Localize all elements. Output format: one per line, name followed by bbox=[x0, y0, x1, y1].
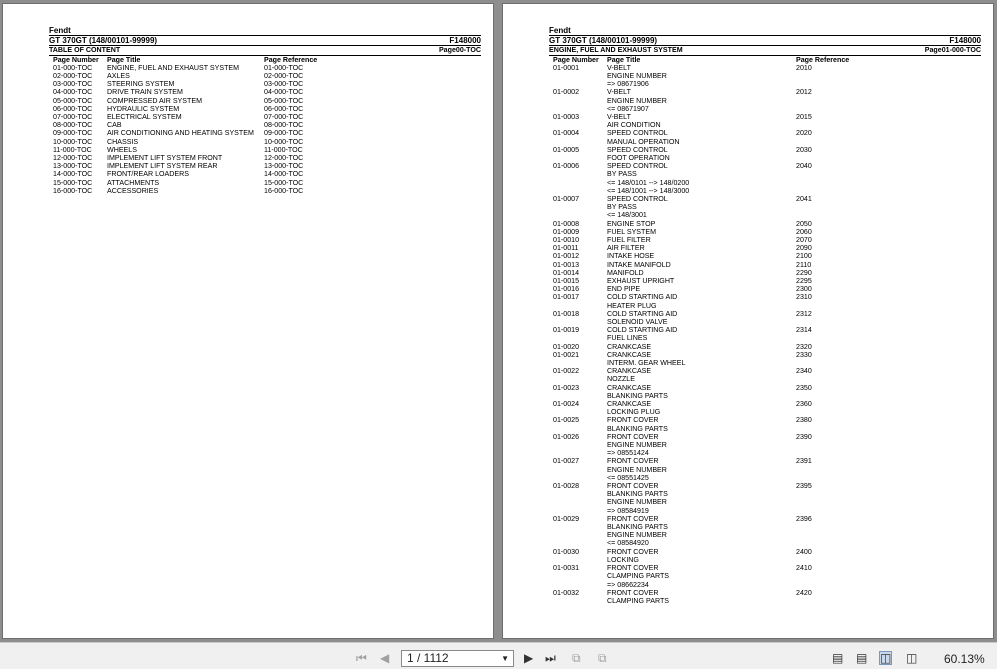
row-page-title: FRONT/REAR LOADERS bbox=[107, 170, 189, 179]
row-page-reference[interactable]: 2010 bbox=[796, 63, 812, 72]
row-page-number: 01-0005 bbox=[553, 145, 580, 154]
title-line: END PIPE bbox=[607, 285, 641, 294]
row-page-number: 02-000-TOC bbox=[53, 71, 93, 80]
header-page-title: Page Title bbox=[107, 55, 141, 64]
row-page-reference[interactable]: 2390 bbox=[796, 432, 812, 441]
row-page-reference[interactable]: 2041 bbox=[796, 194, 812, 203]
row-page-reference[interactable]: 2020 bbox=[796, 129, 812, 138]
title-line: <= 148/1001 --> 148/3000 bbox=[607, 186, 690, 195]
table-header bbox=[549, 56, 981, 64]
title-line: AIR CONDITION bbox=[607, 121, 661, 130]
row-page-reference[interactable]: 2330 bbox=[796, 350, 812, 359]
row-page-number: 01-0009 bbox=[553, 227, 580, 236]
row-page-reference[interactable]: 2395 bbox=[796, 482, 812, 491]
row-page-number: 06-000-TOC bbox=[53, 104, 93, 113]
table-row bbox=[549, 384, 981, 400]
row-page-reference[interactable]: 08-000-TOC bbox=[264, 121, 304, 130]
row-page-reference[interactable]: 2012 bbox=[796, 88, 812, 97]
next-page-icon[interactable]: ▶ bbox=[524, 651, 534, 665]
two-page-icon[interactable]: ◫ bbox=[880, 651, 892, 665]
row-page-title bbox=[607, 228, 796, 236]
row-page-reference[interactable]: 2396 bbox=[796, 514, 812, 523]
row-page-title bbox=[607, 285, 796, 293]
row-page-title bbox=[607, 457, 796, 482]
row-page-number: 10-000-TOC bbox=[53, 137, 93, 146]
document-page-left bbox=[2, 3, 494, 639]
row-page-number: 01-0012 bbox=[553, 252, 580, 261]
title-line: CRANKCASE bbox=[607, 400, 652, 409]
title-line: CRANKCASE bbox=[607, 342, 652, 351]
row-page-title bbox=[607, 162, 796, 195]
row-page-reference[interactable]: 2380 bbox=[796, 416, 812, 425]
row-page-reference[interactable]: 10-000-TOC bbox=[264, 137, 304, 146]
row-page-title bbox=[607, 129, 796, 145]
row-page-title bbox=[607, 343, 796, 351]
table-row bbox=[49, 105, 481, 113]
row-page-title bbox=[607, 589, 796, 605]
doc-title-row bbox=[549, 36, 981, 46]
row-page-reference[interactable]: 03-000-TOC bbox=[264, 80, 304, 89]
chevron-down-icon: ▼ bbox=[501, 654, 509, 663]
row-page-title: ACCESSORIES bbox=[107, 186, 159, 195]
title-line: FRONT COVER bbox=[607, 457, 659, 466]
row-page-reference[interactable]: 2290 bbox=[796, 268, 812, 277]
title-line: FRONT COVER bbox=[607, 432, 659, 441]
row-page-reference[interactable]: 2400 bbox=[796, 547, 812, 556]
section-title-row bbox=[49, 46, 481, 56]
row-page-title: AXLES bbox=[107, 71, 130, 80]
row-page-reference[interactable]: 01-000-TOC bbox=[264, 63, 304, 72]
title-line: NOZZLE bbox=[607, 375, 635, 384]
row-page-number: 01-0031 bbox=[553, 564, 580, 573]
row-page-title: HYDRAULIC SYSTEM bbox=[107, 104, 180, 113]
row-page-number: 03-000-TOC bbox=[53, 80, 93, 89]
page-number-select[interactable] bbox=[401, 650, 514, 667]
row-page-reference[interactable]: 05-000-TOC bbox=[264, 96, 304, 105]
row-page-title bbox=[607, 564, 796, 589]
table-row bbox=[549, 589, 981, 605]
row-page-reference[interactable]: 2050 bbox=[796, 219, 812, 228]
row-page-title bbox=[607, 88, 796, 113]
title-line: FRONT COVER bbox=[607, 588, 659, 597]
title-line: LOCKING PLUG bbox=[607, 408, 661, 417]
table-row bbox=[49, 88, 481, 96]
fit-page-icon[interactable]: ⧉ bbox=[572, 651, 581, 665]
section-title-row bbox=[549, 46, 981, 56]
title-line: INTAKE HOSE bbox=[607, 252, 655, 261]
title-line: COLD STARTING AID bbox=[607, 309, 678, 318]
doc-title-row bbox=[49, 36, 481, 46]
table-row bbox=[549, 343, 981, 351]
title-line: MANIFOLD bbox=[607, 268, 644, 277]
row-page-title bbox=[607, 195, 796, 220]
title-line: EXHAUST UPRIGHT bbox=[607, 276, 675, 285]
row-page-number: 01-0015 bbox=[553, 276, 580, 285]
row-page-title bbox=[607, 269, 796, 277]
row-page-number: 01-0014 bbox=[553, 268, 580, 277]
row-page-number: 11-000-TOC bbox=[53, 145, 92, 154]
title-line: COLD STARTING AID bbox=[607, 293, 678, 302]
table-row bbox=[549, 433, 981, 458]
doc-title: GT 370GT (148/00101-99999) bbox=[49, 36, 158, 45]
row-page-reference[interactable]: 2110 bbox=[796, 260, 812, 269]
title-line: => 08662234 bbox=[607, 580, 649, 589]
table-row bbox=[549, 162, 981, 195]
title-line: FRONT COVER bbox=[607, 514, 659, 523]
title-line: SOLENOID VALVE bbox=[607, 318, 668, 326]
table-row bbox=[49, 97, 481, 105]
row-page-number: 01-0021 bbox=[553, 350, 580, 359]
row-page-title: CHASSIS bbox=[107, 137, 139, 146]
row-page-number: 01-0026 bbox=[553, 432, 580, 441]
table-row bbox=[49, 187, 481, 195]
row-page-number: 01-0028 bbox=[553, 482, 580, 491]
table-row bbox=[549, 269, 981, 277]
title-line: CRANKCASE bbox=[607, 383, 652, 392]
doc-code: F148000 bbox=[449, 36, 481, 45]
title-line: ENGINE NUMBER bbox=[607, 531, 667, 540]
table-row bbox=[549, 457, 981, 482]
row-page-reference[interactable]: 07-000-TOC bbox=[264, 112, 304, 121]
row-page-title bbox=[607, 367, 796, 383]
section-title: TABLE OF CONTENT bbox=[49, 46, 121, 54]
table-row bbox=[549, 564, 981, 589]
row-page-number: 08-000-TOC bbox=[53, 121, 93, 130]
table-row bbox=[49, 80, 481, 88]
title-line: FUEL FILTER bbox=[607, 235, 651, 244]
row-page-number: 01-0011 bbox=[553, 244, 579, 253]
title-line: FRONT COVER bbox=[607, 416, 659, 425]
row-page-number: 12-000-TOC bbox=[53, 153, 93, 162]
table-row bbox=[49, 121, 481, 129]
doc-code: F148000 bbox=[949, 36, 981, 45]
row-page-reference[interactable]: 06-000-TOC bbox=[264, 104, 304, 113]
title-line: CRANKCASE bbox=[607, 350, 652, 359]
table-row bbox=[549, 244, 981, 252]
table-row bbox=[549, 277, 981, 285]
title-line: BY PASS bbox=[607, 203, 637, 212]
row-page-title bbox=[607, 236, 796, 244]
row-page-number: 01-0018 bbox=[553, 309, 580, 318]
row-page-number: 01-0008 bbox=[553, 219, 580, 228]
row-page-title: COMPRESSED AIR SYSTEM bbox=[107, 96, 202, 105]
table-row bbox=[49, 162, 481, 170]
row-page-number: 01-0016 bbox=[553, 285, 580, 294]
table-row bbox=[549, 64, 981, 89]
first-page-icon[interactable]: ⏮ bbox=[356, 651, 367, 665]
row-page-reference[interactable]: 2312 bbox=[796, 309, 812, 318]
row-page-title bbox=[607, 482, 796, 515]
row-page-number: 01-0019 bbox=[553, 326, 580, 335]
row-page-reference[interactable]: 2360 bbox=[796, 400, 812, 409]
table-row bbox=[549, 310, 981, 326]
row-page-number: 01-0003 bbox=[553, 112, 580, 121]
row-page-title: ENGINE, FUEL AND EXHAUST SYSTEM bbox=[107, 63, 240, 72]
row-page-title bbox=[607, 64, 796, 89]
table-row bbox=[549, 88, 981, 113]
header-page-reference: Page Reference bbox=[264, 55, 318, 64]
row-page-reference[interactable]: 13-000-TOC bbox=[264, 162, 304, 171]
row-page-number: 01-0007 bbox=[553, 194, 580, 203]
title-line: BLANKING PARTS bbox=[607, 424, 668, 433]
title-line: => 08584919 bbox=[607, 506, 649, 515]
row-page-title: AIR CONDITIONING AND HEATING SYSTEM bbox=[107, 129, 254, 138]
row-page-title bbox=[607, 351, 796, 367]
row-page-title: ATTACHMENTS bbox=[107, 178, 160, 187]
title-line: SPEED CONTROL bbox=[607, 194, 668, 203]
title-line: <= 08584920 bbox=[607, 539, 649, 548]
row-page-number: 01-0023 bbox=[553, 383, 580, 392]
row-page-title bbox=[607, 310, 796, 326]
title-line: <= 148/3001 bbox=[607, 211, 647, 220]
title-line: FOOT OPERATION bbox=[607, 153, 670, 162]
title-line: ENGINE NUMBER bbox=[607, 71, 667, 80]
title-line: ENGINE NUMBER bbox=[607, 498, 667, 507]
header-page-reference: Page Reference bbox=[796, 55, 850, 64]
title-line: BLANKING PARTS bbox=[607, 391, 668, 400]
table-header bbox=[49, 56, 481, 64]
table-row bbox=[49, 154, 481, 162]
two-page-continuous-icon[interactable]: ◫ bbox=[906, 651, 918, 665]
header-page-title: Page Title bbox=[607, 55, 641, 64]
title-line: INTERM. GEAR WHEEL bbox=[607, 359, 686, 368]
row-page-number: 01-0029 bbox=[553, 514, 580, 523]
header-page-number: Page Number bbox=[553, 55, 599, 64]
row-page-reference[interactable]: 2320 bbox=[796, 342, 812, 351]
row-page-number: 01-0001 bbox=[553, 63, 580, 72]
row-page-number: 16-000-TOC bbox=[53, 186, 93, 195]
header-page-number: Page Number bbox=[53, 55, 99, 64]
table-row bbox=[549, 326, 981, 342]
title-line: HEATER PLUG bbox=[607, 301, 657, 310]
table-row bbox=[549, 195, 981, 220]
row-page-title: IMPLEMENT LIFT SYSTEM FRONT bbox=[107, 153, 223, 162]
title-line: FUEL LINES bbox=[607, 334, 648, 343]
title-line: COLD STARTING AID bbox=[607, 326, 678, 335]
table-row bbox=[549, 113, 981, 129]
table-row bbox=[549, 261, 981, 269]
row-page-reference[interactable]: 2340 bbox=[796, 367, 812, 376]
row-page-title bbox=[607, 220, 796, 228]
title-line: FUEL SYSTEM bbox=[607, 227, 657, 236]
row-page-number: 01-0025 bbox=[553, 416, 580, 425]
row-page-reference[interactable]: 2310 bbox=[796, 293, 812, 302]
table-row bbox=[49, 170, 481, 178]
table-row bbox=[49, 72, 481, 80]
fit-width-icon[interactable]: ⧉ bbox=[598, 651, 607, 665]
table-row bbox=[549, 129, 981, 145]
page-reference: Page00-TOC bbox=[438, 46, 481, 54]
title-line: BLANKING PARTS bbox=[607, 490, 668, 499]
row-page-reference[interactable]: 2015 bbox=[796, 112, 812, 121]
title-line: FRONT COVER bbox=[607, 482, 659, 491]
table-row bbox=[549, 252, 981, 260]
row-page-title bbox=[607, 384, 796, 400]
row-page-reference[interactable]: 2420 bbox=[796, 588, 812, 597]
row-page-number: 01-0002 bbox=[553, 88, 580, 97]
table-row bbox=[549, 416, 981, 432]
row-page-title bbox=[607, 326, 796, 342]
title-line: <= 148/0101 --> 148/0200 bbox=[607, 178, 690, 187]
title-line: CLAMPING PARTS bbox=[607, 572, 670, 581]
row-page-reference[interactable]: 02-000-TOC bbox=[264, 71, 304, 80]
row-page-reference[interactable]: 2300 bbox=[796, 285, 812, 294]
row-page-reference[interactable]: 04-000-TOC bbox=[264, 88, 304, 97]
table-row bbox=[49, 64, 481, 72]
table-row bbox=[549, 548, 981, 564]
row-page-reference[interactable]: 12-000-TOC bbox=[264, 153, 304, 162]
table-row bbox=[549, 228, 981, 236]
row-page-title bbox=[607, 252, 796, 260]
row-page-title bbox=[607, 400, 796, 416]
toc-table bbox=[49, 64, 481, 195]
row-page-reference[interactable]: 14-000-TOC bbox=[264, 170, 304, 179]
continuous-icon[interactable]: ▤ bbox=[856, 651, 868, 665]
title-line: <= 08671907 bbox=[607, 104, 649, 113]
row-page-number: 01-0024 bbox=[553, 400, 580, 409]
viewer-toolbar bbox=[0, 642, 997, 669]
row-page-number: 15-000-TOC bbox=[53, 178, 93, 187]
table-row bbox=[549, 293, 981, 309]
row-page-title bbox=[607, 261, 796, 269]
title-line: SPEED CONTROL bbox=[607, 129, 668, 138]
row-page-title bbox=[607, 416, 796, 432]
table-row bbox=[549, 400, 981, 416]
brand-name: Fendt bbox=[549, 26, 981, 36]
table-row bbox=[549, 236, 981, 244]
table-row bbox=[49, 146, 481, 154]
row-page-reference[interactable]: 2090 bbox=[796, 244, 812, 253]
row-page-reference[interactable]: 2295 bbox=[796, 276, 812, 285]
title-line: => 08551424 bbox=[607, 449, 649, 458]
table-row bbox=[549, 482, 981, 515]
title-line: FRONT COVER bbox=[607, 547, 659, 556]
title-line: ENGINE NUMBER bbox=[607, 96, 667, 105]
row-page-title bbox=[607, 146, 796, 162]
title-line: ENGINE NUMBER bbox=[607, 441, 667, 450]
table-row bbox=[549, 220, 981, 228]
row-page-reference[interactable]: 2410 bbox=[796, 564, 812, 573]
table-row bbox=[549, 146, 981, 162]
row-page-number: 01-0010 bbox=[553, 235, 580, 244]
table-row bbox=[549, 351, 981, 367]
title-line: ENGINE NUMBER bbox=[607, 465, 667, 474]
title-line: V-BELT bbox=[607, 63, 631, 72]
row-page-number: 01-0017 bbox=[553, 293, 580, 302]
title-line: => 08671906 bbox=[607, 80, 649, 89]
title-line: V-BELT bbox=[607, 112, 631, 121]
table-row bbox=[49, 129, 481, 137]
row-page-reference[interactable]: 2350 bbox=[796, 383, 812, 392]
zoom-level[interactable]: 60.13% bbox=[944, 652, 985, 666]
table-row bbox=[49, 113, 481, 121]
row-page-number: 01-0006 bbox=[553, 162, 580, 171]
page-reference: Page01-000-TOC bbox=[924, 46, 981, 54]
row-page-number: 01-000-TOC bbox=[53, 63, 93, 72]
row-page-number: 01-0004 bbox=[553, 129, 580, 138]
row-page-title: DRIVE TRAIN SYSTEM bbox=[107, 88, 183, 97]
row-page-title bbox=[607, 515, 796, 548]
row-page-number: 13-000-TOC bbox=[53, 162, 93, 171]
table-row bbox=[549, 285, 981, 293]
row-page-reference[interactable]: 2060 bbox=[796, 227, 812, 236]
table-row bbox=[49, 179, 481, 187]
row-page-reference[interactable]: 11-000-TOC bbox=[264, 145, 303, 154]
document-page-right bbox=[502, 3, 994, 639]
title-line: <= 08551425 bbox=[607, 473, 649, 482]
title-line: AIR FILTER bbox=[607, 244, 645, 253]
row-page-title bbox=[607, 293, 796, 309]
table-row bbox=[549, 515, 981, 548]
row-page-reference[interactable]: 15-000-TOC bbox=[264, 178, 304, 187]
row-page-title bbox=[607, 277, 796, 285]
row-page-title: IMPLEMENT LIFT SYSTEM REAR bbox=[107, 162, 218, 171]
row-page-number: 01-0032 bbox=[553, 588, 580, 597]
row-page-reference[interactable]: 2030 bbox=[796, 145, 812, 154]
parts-table bbox=[549, 64, 981, 605]
title-line: CLAMPING PARTS bbox=[607, 596, 670, 605]
row-page-reference[interactable]: 2070 bbox=[796, 235, 812, 244]
title-line: INTAKE MANIFOLD bbox=[607, 260, 671, 269]
row-page-number: 07-000-TOC bbox=[53, 112, 93, 121]
row-page-reference[interactable]: 16-000-TOC bbox=[264, 186, 304, 195]
row-page-title bbox=[607, 548, 796, 564]
row-page-reference[interactable]: 2391 bbox=[796, 457, 812, 466]
doc-title: GT 370GT (148/00101-99999) bbox=[549, 36, 658, 45]
brand-name: Fendt bbox=[49, 26, 481, 36]
table-row bbox=[49, 138, 481, 146]
row-page-number: 01-0022 bbox=[553, 367, 580, 376]
title-line: LOCKING bbox=[607, 555, 639, 564]
row-page-title bbox=[607, 244, 796, 252]
last-page-icon[interactable]: ⏭ bbox=[545, 651, 556, 665]
title-line: BLANKING PARTS bbox=[607, 523, 668, 532]
title-line: ENGINE STOP bbox=[607, 219, 656, 228]
row-page-number: 01-0013 bbox=[553, 260, 580, 269]
title-line: V-BELT bbox=[607, 88, 631, 97]
title-line: CRANKCASE bbox=[607, 367, 652, 376]
row-page-reference[interactable]: 2040 bbox=[796, 162, 812, 171]
row-page-title: WHEELS bbox=[107, 145, 137, 154]
row-page-number: 05-000-TOC bbox=[53, 96, 93, 105]
row-page-number: 14-000-TOC bbox=[53, 170, 93, 179]
table-row bbox=[549, 367, 981, 383]
row-page-reference[interactable]: 2314 bbox=[796, 326, 812, 335]
row-page-number: 09-000-TOC bbox=[53, 129, 93, 138]
single-page-icon[interactable]: ▤ bbox=[832, 651, 844, 665]
row-page-reference[interactable]: 2100 bbox=[796, 252, 812, 261]
row-page-title: STEERING SYSTEM bbox=[107, 80, 175, 89]
title-line: MANUAL OPERATION bbox=[607, 137, 680, 146]
page-indicator: 1 / 1112 bbox=[407, 651, 449, 665]
prev-page-icon[interactable]: ◀ bbox=[380, 651, 390, 665]
row-page-title bbox=[607, 113, 796, 129]
row-page-number: 01-0030 bbox=[553, 547, 580, 556]
title-line: SPEED CONTROL bbox=[607, 145, 668, 154]
row-page-number: 01-0027 bbox=[553, 457, 580, 466]
section-title: ENGINE, FUEL AND EXHAUST SYSTEM bbox=[549, 46, 683, 54]
title-line: FRONT COVER bbox=[607, 564, 659, 573]
title-line: BY PASS bbox=[607, 170, 637, 179]
row-page-title: ELECTRICAL SYSTEM bbox=[107, 112, 182, 121]
row-page-reference[interactable]: 09-000-TOC bbox=[264, 129, 304, 138]
row-page-title bbox=[607, 433, 796, 458]
title-line: SPEED CONTROL bbox=[607, 162, 668, 171]
row-page-number: 01-0020 bbox=[553, 342, 580, 351]
row-page-title: CAB bbox=[107, 121, 122, 130]
row-page-number: 04-000-TOC bbox=[53, 88, 93, 97]
